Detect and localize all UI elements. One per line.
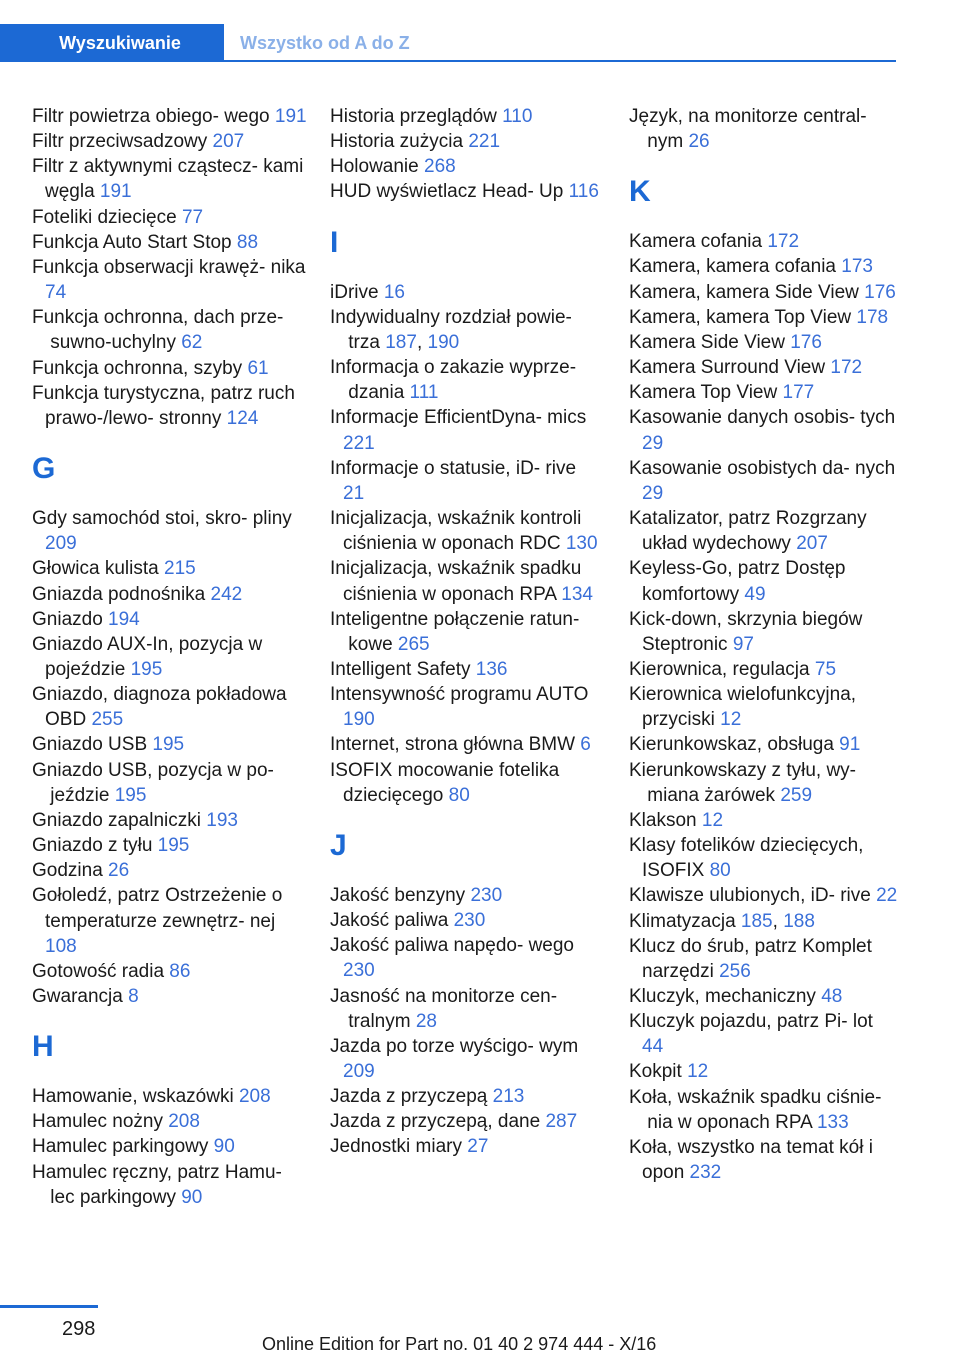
- index-entry-term: Intelligent Safety: [330, 658, 476, 680]
- index-entry-term: Klawisze ulubionych, iD- rive: [629, 885, 877, 907]
- index-page-link[interactable]: 28: [415, 1010, 437, 1032]
- index-entry: [330, 179, 600, 204]
- index-entry: [32, 556, 307, 581]
- index-entry-term: Głowica kulista: [32, 558, 164, 580]
- index-entry: [629, 732, 899, 757]
- index-page-link[interactable]: 195: [152, 734, 185, 756]
- index-entry-term: Kamera, kamera Side View: [629, 281, 865, 303]
- index-entry-term: Internet, strona główna BMW: [330, 734, 581, 756]
- index-entry: [629, 330, 899, 355]
- index-page-link[interactable]: 193: [206, 809, 238, 831]
- index-entry-term: Gwarancja: [32, 986, 129, 1007]
- index-page-link[interactable]: 230: [470, 884, 503, 906]
- index-page-link[interactable]: 287: [545, 1111, 578, 1133]
- index-entry-term: Kierownica, regulacja: [629, 658, 815, 680]
- page-number: 298: [62, 1318, 96, 1340]
- index-page-link[interactable]: 26: [688, 131, 710, 153]
- index-page-link[interactable]: 22: [876, 885, 898, 907]
- index-letter-heading: H: [32, 1030, 54, 1064]
- index-entry: [32, 154, 307, 204]
- index-entry-term: Jazda z przyczepą: [330, 1086, 493, 1108]
- index-entry-term: Jednostki miary: [330, 1136, 468, 1158]
- index-entry-term: Jazda z przyczepą, dane: [330, 1111, 546, 1133]
- index-page-link[interactable]: 29: [642, 432, 664, 454]
- index-entry-term: Foteliki dziecięce: [32, 206, 182, 228]
- index-page-link[interactable]: 209: [45, 533, 77, 555]
- index-entry-term: Kamera Side View: [629, 331, 791, 353]
- index-entry: [32, 1084, 307, 1109]
- index-entry-term: Gniazda podnośnika: [32, 583, 211, 605]
- index-entry: [330, 933, 600, 983]
- index-entry-term: Gniazdo USB: [32, 734, 153, 756]
- index-entry: [629, 104, 899, 154]
- index-page-link[interactable]: 12: [701, 809, 724, 831]
- index-entry: [330, 355, 600, 405]
- index-entry-term: Kierunkowskazy z tyłu, wy- miana żarówek: [629, 759, 857, 806]
- index-page-link[interactable]: 187: [385, 331, 417, 353]
- index-page-link[interactable]: 195: [114, 784, 147, 806]
- index-entry: [330, 556, 600, 606]
- index-entry: [330, 456, 600, 506]
- index-entry: [629, 556, 899, 606]
- index-page-link[interactable]: 176: [864, 281, 896, 303]
- index-entry-term: Gdy samochód stoi, skro- pliny: [32, 508, 292, 530]
- index-entry: [32, 607, 307, 632]
- index-page-link[interactable]: 221: [468, 131, 501, 153]
- index-page-link[interactable]: 242: [210, 583, 243, 605]
- index-entry-term: Hamulec parkingowy: [32, 1136, 214, 1158]
- index-entry: [32, 582, 307, 607]
- index-page-link[interactable]: 191: [99, 181, 132, 203]
- index-entry-term: Kick-down, skrzynia biegów Steptronic: [629, 608, 863, 655]
- index-entry-term: Historia zużycia: [330, 131, 469, 153]
- index-page-link[interactable]: 232: [689, 1162, 722, 1184]
- index-entry: [330, 280, 600, 305]
- index-entry-term: Kokpit: [629, 1061, 688, 1083]
- index-entry: [629, 1085, 899, 1135]
- index-page-link[interactable]: 188: [783, 910, 815, 932]
- index-page-link[interactable]: 265: [397, 633, 430, 655]
- index-entry-term: Klucz do śrub, patrz Komplet narzędzi: [629, 935, 872, 982]
- index-entry: [330, 1109, 600, 1134]
- index-entry-term: Klakson: [629, 809, 702, 831]
- index-page-link[interactable]: 133: [816, 1111, 849, 1133]
- index-page-link[interactable]: 209: [343, 1061, 375, 1082]
- index-page-link[interactable]: 221: [343, 432, 375, 454]
- index-entry: [330, 883, 600, 908]
- index-entry: [32, 205, 307, 230]
- index-entry: [629, 254, 899, 279]
- index-entry: [629, 229, 899, 254]
- index-entry-term: Kamera Top View: [629, 382, 783, 404]
- index-column-1: [32, 104, 307, 1210]
- index-entry-term: Gniazdo z tyłu: [32, 835, 158, 857]
- index-entry: [32, 858, 307, 883]
- index-entry: [32, 808, 307, 833]
- index-page-link[interactable]: 80: [448, 784, 470, 806]
- index-entry-term: Inicjalizacja, wskaźnik kontroli ciśnienia w oponach RDC: [330, 508, 582, 555]
- index-entry-term: Kamera cofania: [629, 231, 768, 253]
- index-entry: [330, 682, 600, 732]
- index-entry-term: Funkcja turystyczna, patrz ruch prawo-/lewo- stronny: [32, 382, 295, 429]
- index-entry-term: Filtr z aktywnymi cząstecz- kami węgla: [32, 156, 304, 203]
- index-entry: [330, 758, 600, 808]
- index-entry: [629, 934, 899, 984]
- index-entry-term: Kamera, kamera cofania: [629, 256, 842, 278]
- index-page-link[interactable]: 208: [168, 1111, 200, 1133]
- index-entry: [32, 833, 307, 858]
- index-entry: [32, 255, 307, 305]
- index-entry: [330, 732, 600, 757]
- index-page-link[interactable]: 230: [343, 960, 375, 982]
- header-divider: [224, 60, 896, 62]
- index-entry-term: Klasy fotelików dziecięcych, ISOFIX: [629, 835, 864, 882]
- index-page-link[interactable]: 124: [226, 407, 259, 429]
- index-page-link[interactable]: 207: [796, 533, 828, 555]
- index-page-link[interactable]: 173: [841, 256, 873, 278]
- index-entry-term: Katalizator, patrz Rozgrzany układ wydechowy: [629, 508, 867, 555]
- index-entry-term: Jazda po torze wyścigo- wym: [330, 1035, 579, 1057]
- index-entry: [32, 356, 307, 381]
- index-page-link[interactable]: 88: [236, 231, 259, 253]
- index-page-link[interactable]: 91: [839, 734, 861, 756]
- index-entry-term: iDrive: [330, 281, 384, 303]
- index-entry: [629, 833, 899, 883]
- index-page-link[interactable]: 44: [642, 1036, 664, 1058]
- index-page-link[interactable]: 27: [467, 1136, 489, 1158]
- index-entry-term: Hamulec ręczny, patrz Hamu- lec parkingowy: [32, 1161, 282, 1208]
- header-bar: [0, 0, 960, 62]
- index-page-link[interactable]: 195: [130, 658, 163, 680]
- index-entry: [32, 732, 307, 757]
- index-entry-term: Kluczyk pojazdu, patrz Pi- lot: [629, 1011, 873, 1033]
- index-page-link[interactable]: 134: [561, 583, 593, 605]
- tab-search[interactable]: Wyszukiwanie: [0, 24, 224, 62]
- index-entry: [330, 1034, 600, 1084]
- index-entry-term: Gniazdo: [32, 608, 109, 630]
- index-entry-term: Kamera Surround View: [629, 357, 831, 379]
- index-entry: Indywidualny rozdział powie- trza 187, 190: [330, 306, 572, 353]
- index-entry-term: Jakość benzyny: [330, 884, 471, 906]
- index-page-link[interactable]: 90: [181, 1186, 203, 1208]
- index-entry: [330, 1084, 600, 1109]
- index-entry: [32, 682, 307, 732]
- index-entry: [32, 230, 307, 255]
- index-entry: [629, 607, 899, 657]
- index-entry-term: Język, na monitorze central- nym: [629, 106, 867, 153]
- index-entry: [629, 682, 899, 732]
- index-entry: [32, 305, 307, 355]
- index-entry-term: HUD wyświetlacz Head- Up: [330, 181, 569, 203]
- index-entry-term: Koła, wszystko na temat kół i opon: [629, 1136, 873, 1184]
- index-page-link[interactable]: 190: [427, 331, 460, 353]
- index-entry-term: Historia przeglądów: [330, 106, 503, 127]
- index-entry: [629, 657, 899, 682]
- index-page-link[interactable]: 108: [45, 935, 77, 957]
- index-entry-term: Funkcja ochronna, dach prze- suwno-uchylny: [32, 307, 284, 354]
- index-entry: [330, 908, 600, 933]
- index-entry: [32, 959, 307, 984]
- index-entry-term: Kamera, kamera Top View: [629, 306, 857, 328]
- index-page-link[interactable]: 61: [247, 357, 269, 379]
- index-entry: Klimatyzacja 185, 188: [629, 910, 815, 932]
- index-entry: [32, 632, 307, 682]
- index-entry: [330, 657, 600, 682]
- index-page-link[interactable]: 176: [790, 331, 822, 353]
- index-entry: [330, 129, 600, 154]
- index-letter-heading: I: [330, 225, 339, 259]
- index-entry-term: Hamulec nożny: [32, 1111, 169, 1133]
- index-entry: [629, 280, 899, 305]
- index-entry: [629, 405, 899, 455]
- index-entry-term: Informacje EfficientDyna- mics: [330, 407, 587, 429]
- index-entry: [629, 1135, 899, 1185]
- index-page-link[interactable]: 136: [475, 658, 508, 680]
- index-page-link[interactable]: 256: [719, 960, 751, 982]
- index-page-link[interactable]: 230: [453, 910, 486, 932]
- index-entry: [629, 456, 899, 506]
- index-page-link[interactable]: 80: [709, 860, 731, 882]
- index-entry-term: Informacja o zakazie wyprze- dzania: [330, 357, 577, 404]
- index-page-link[interactable]: 21: [343, 482, 365, 504]
- index-entry: [629, 380, 899, 405]
- index-entry: [330, 984, 600, 1034]
- index-page-link[interactable]: 172: [767, 231, 800, 253]
- index-entry-term: ISOFIX mocowanie fotelika dziecięcego: [330, 759, 560, 806]
- index-page-link[interactable]: 6: [580, 734, 591, 756]
- index-page-link[interactable]: 110: [502, 106, 533, 127]
- index-entry: [32, 506, 307, 556]
- index-page-link[interactable]: 111: [409, 382, 439, 404]
- index-page-link[interactable]: 255: [91, 709, 124, 731]
- index-entry-term: Filtr przeciwsadzowy: [32, 131, 213, 153]
- index-page-link[interactable]: 177: [782, 382, 815, 404]
- index-entry: [32, 381, 307, 431]
- index-entry-term: Funkcja Auto Start Stop: [32, 231, 237, 253]
- index-page-link[interactable]: 194: [108, 608, 140, 630]
- index-entry-term: Jakość paliwa napędo- wego: [330, 935, 574, 957]
- index-column-2: [330, 104, 600, 1160]
- index-entry: [330, 607, 600, 657]
- index-page-link[interactable]: 29: [642, 482, 664, 504]
- index-page-link[interactable]: 195: [157, 835, 190, 857]
- index-entry-term: Gniazdo USB, pozycja w po- jeździe: [32, 759, 274, 806]
- index-entry-term: Kierunkowskaz, obsługa: [629, 734, 840, 756]
- index-entry: [330, 154, 600, 179]
- index-page-link[interactable]: 185: [740, 910, 773, 932]
- index-entry: [330, 506, 600, 556]
- index-entry: [629, 808, 899, 833]
- index-entry: [32, 984, 307, 1009]
- index-entry: [32, 758, 307, 808]
- index-entry: [32, 104, 307, 129]
- index-entry: [629, 758, 899, 808]
- index-page-link[interactable]: 8: [128, 986, 139, 1007]
- index-entry-term: Keyless-Go, patrz Dostęp komfortowy: [629, 558, 846, 605]
- index-entry-term: Jakość paliwa: [330, 910, 454, 932]
- index-page-link[interactable]: 75: [814, 658, 837, 680]
- index-entry: [629, 1059, 899, 1084]
- index-entry-term: Indywidualny rozdział powie- trza: [330, 306, 572, 353]
- index-page-link[interactable]: 12: [687, 1061, 709, 1083]
- index-entry: [330, 1134, 600, 1159]
- index-entry: [629, 506, 899, 556]
- index-page-link[interactable]: 77: [181, 206, 204, 228]
- index-entry-term: Godzina: [32, 860, 109, 882]
- index-entry-term: Kierownica wielofunkcyjna, przyciski: [629, 684, 857, 731]
- index-entry: [629, 355, 899, 380]
- index-page-link[interactable]: 208: [238, 1086, 271, 1108]
- index-entry-term: Kasowanie osobistych da- nych: [629, 457, 896, 479]
- index-entry-term: Gniazdo zapalniczki: [32, 809, 207, 831]
- index-page-link[interactable]: 26: [108, 860, 130, 882]
- index-page-link[interactable]: 190: [343, 709, 375, 731]
- index-entry: [32, 129, 307, 154]
- index-entry: [32, 883, 307, 958]
- index-page-link[interactable]: 48: [821, 986, 843, 1007]
- index-page-link[interactable]: 130: [565, 533, 598, 555]
- index-entry-term: Holowanie: [330, 156, 424, 178]
- index-page-link[interactable]: 62: [181, 332, 203, 354]
- index-entry-term: Hamowanie, wskazówki: [32, 1086, 239, 1108]
- index-entry-term: Kasowanie danych osobis- tych: [629, 407, 896, 429]
- index-entry: [330, 405, 600, 455]
- index-entry-term: Inteligentne połączenie ratun- kowe: [330, 608, 580, 655]
- index-entry-term: Funkcja ochronna, szyby: [32, 357, 248, 379]
- index-page-link[interactable]: 49: [744, 583, 766, 605]
- index-entry-term: Koła, wskaźnik spadku ciśnie- nia w oponach RPA: [629, 1086, 882, 1133]
- index-page-link[interactable]: 74: [45, 282, 67, 304]
- index-entry: [32, 1134, 307, 1159]
- index-page-link[interactable]: 191: [274, 106, 307, 127]
- index-entry-term: Gołoledź, patrz Ostrzeżenie o temperaturze zewnętrz- nej: [32, 885, 283, 932]
- index-entry: [32, 1109, 307, 1134]
- index-column-3: [629, 104, 899, 1185]
- index-page-link[interactable]: 16: [383, 281, 405, 303]
- index-entry: [629, 984, 899, 1009]
- index-entry-term: Gotowość radia: [32, 960, 170, 982]
- index-page-link[interactable]: 90: [213, 1136, 235, 1158]
- index-page-link[interactable]: 12: [720, 709, 742, 731]
- index-entry-term: Intensywność programu AUTO: [330, 684, 589, 706]
- edition-note: Online Edition for Part no. 01 40 2 974 444 - X/16: [262, 1334, 657, 1354]
- index-page-link[interactable]: 207: [212, 131, 245, 153]
- index-entry-term: Informacje o statusie, iD- rive: [330, 457, 577, 479]
- index-entry-term: Kluczyk, mechaniczny: [629, 986, 822, 1007]
- index-entry: [629, 305, 899, 330]
- index-entry-term: Gniazdo, diagnoza pokładowa OBD: [32, 684, 287, 731]
- index-entry-term: Funkcja obserwacji krawęż- nika: [32, 256, 306, 278]
- index-page-link[interactable]: 259: [780, 784, 813, 806]
- index-letter-heading: K: [629, 175, 651, 209]
- index-entry: [32, 1160, 307, 1210]
- index-entry-term: Inicjalizacja, wskaźnik spadku ciśnienia w oponach RPA: [330, 558, 582, 605]
- index-entry-term: Filtr powietrza obiego- wego: [32, 106, 275, 127]
- index-letter-heading: J: [330, 828, 347, 862]
- index-letter-heading: G: [32, 452, 56, 486]
- index-page-link[interactable]: 172: [830, 357, 863, 379]
- index-entry: [629, 883, 899, 908]
- index-page-link[interactable]: 178: [856, 306, 889, 328]
- index-entry: [330, 104, 600, 129]
- index-entry: [629, 1009, 899, 1059]
- index-entry-term: Jasność na monitorze cen- tralnym: [330, 985, 558, 1032]
- tab-a-to-z[interactable]: Wszystko od A do Z: [240, 32, 410, 53]
- index-page-link[interactable]: 213: [492, 1086, 525, 1108]
- index-page-link[interactable]: 97: [732, 633, 754, 655]
- footer-divider: [0, 1305, 98, 1308]
- index-entry-term: Klimatyzacja: [629, 910, 741, 932]
- index-entry-term: Gniazdo AUX-In, pozycja w pojeździe: [32, 633, 263, 680]
- index-page-link[interactable]: 268: [424, 156, 456, 178]
- index-page-link[interactable]: 86: [169, 960, 191, 982]
- index-page-link[interactable]: 116: [568, 181, 599, 203]
- index-page-link[interactable]: 215: [164, 558, 196, 580]
